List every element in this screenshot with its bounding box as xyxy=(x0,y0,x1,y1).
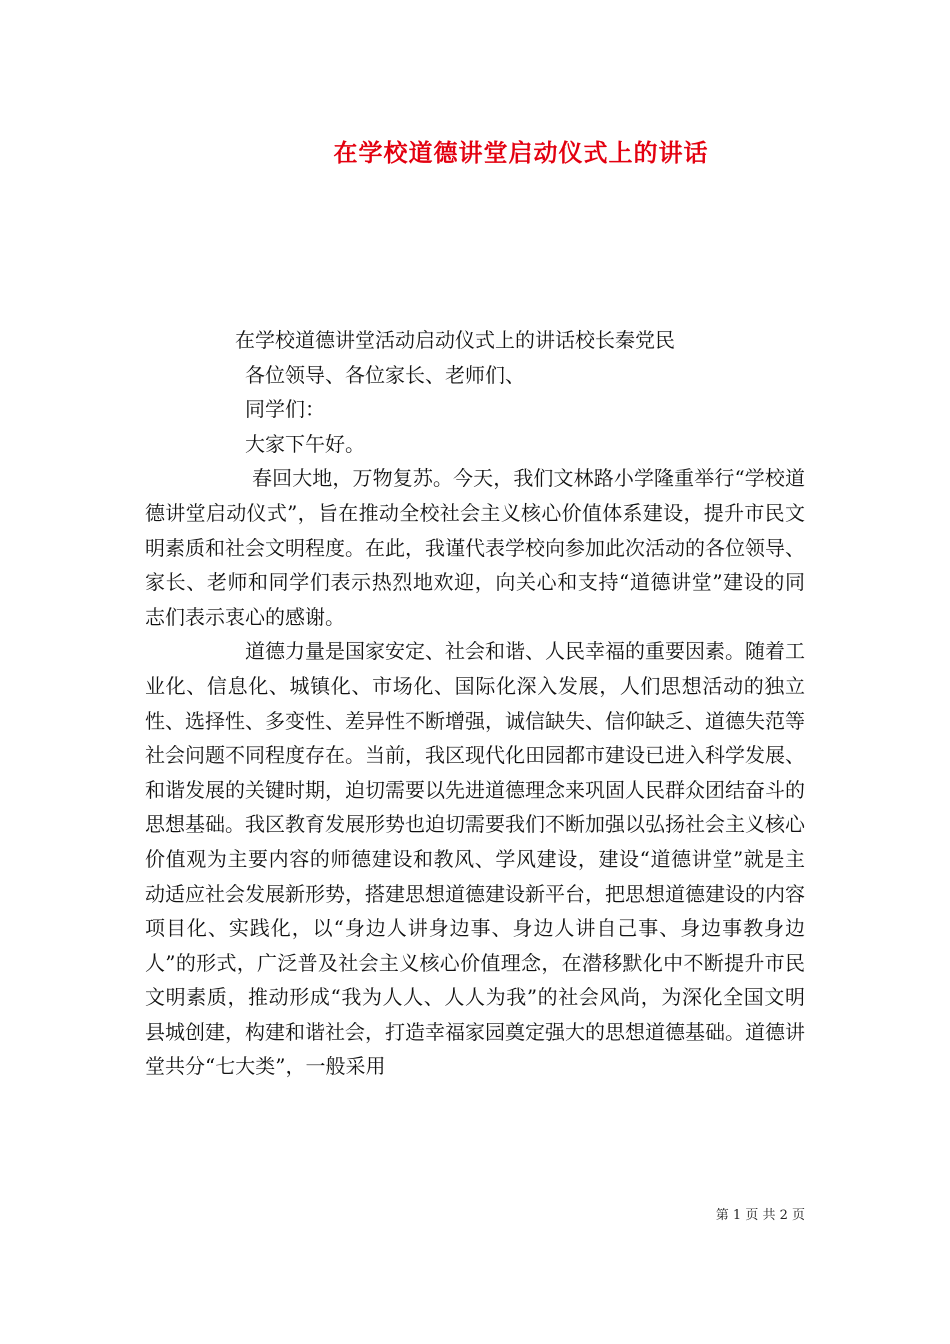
greeting-line: 大家下午好。 xyxy=(245,431,365,456)
speech-subtitle: 在学校道德讲堂活动启动仪式上的讲话校长秦党民 xyxy=(235,328,675,352)
page-indicator: 第 1 页 共 2 页 xyxy=(715,1208,805,1223)
salutation-line-2: 同学们： xyxy=(245,397,325,422)
paragraph-2: 道德力量是国家安定、社会和谐、人民幸福的重要因素。随着工业化、信息化、城镇化、市场化、国际化深入发展，人们思想活动的独立性、选择性、多变性、差异性不断增强，诚信缺失、信仰缺乏、道德失范等社会问题不同程度存在。当前，我区现代化田园都市建设已进入科学发展、和谐发展的关键时期，迫切需要以先进道德理念来巩固人民群众团结奋斗的思想基础。我区教育发展形势也迫切需要我们不断加强以弘扬社会主义核心价值观为主要内容的师德建设和教风、学风建设，建设“道德讲堂”就是主动适应社会发展新形势，搭建思想道德建设新平台，把思想道德建设的内容项目化、实践化，以“身边人讲身边事、身边人讲自己事、身边事教身边人”的形式，广泛普及社会主义核心价值理念，在潜移默化中不断提升市民文明素质，推动形成“我为人人、人人为我”的社会风尚，为深化全国文明县城创建，构建和谐社会，打造幸福家园奠定强大的思想道德基础。道德讲堂共分“七大类”，一般采用 xyxy=(145,639,805,1079)
document-body xyxy=(145,323,805,1084)
paragraph-1: 春回大地，万物复苏。今天，我们文林路小学隆重举行“学校道德讲堂启动仪式”，旨在推动全校社会主义核心价值体系建设，提升市民文明素质和社会文明程度。在此，我谨代表学校向参加此次活动的各位领导、家长、老师和同学们表示热烈地欢迎，向关心和支持“道德讲堂”建设的同志们表示衷心的感谢。 xyxy=(145,466,805,629)
document-title: 在学校道德讲堂启动仪式上的讲话 xyxy=(333,138,709,167)
salutation-line-1: 各位领导、各位家长、老师们、 xyxy=(245,362,525,387)
